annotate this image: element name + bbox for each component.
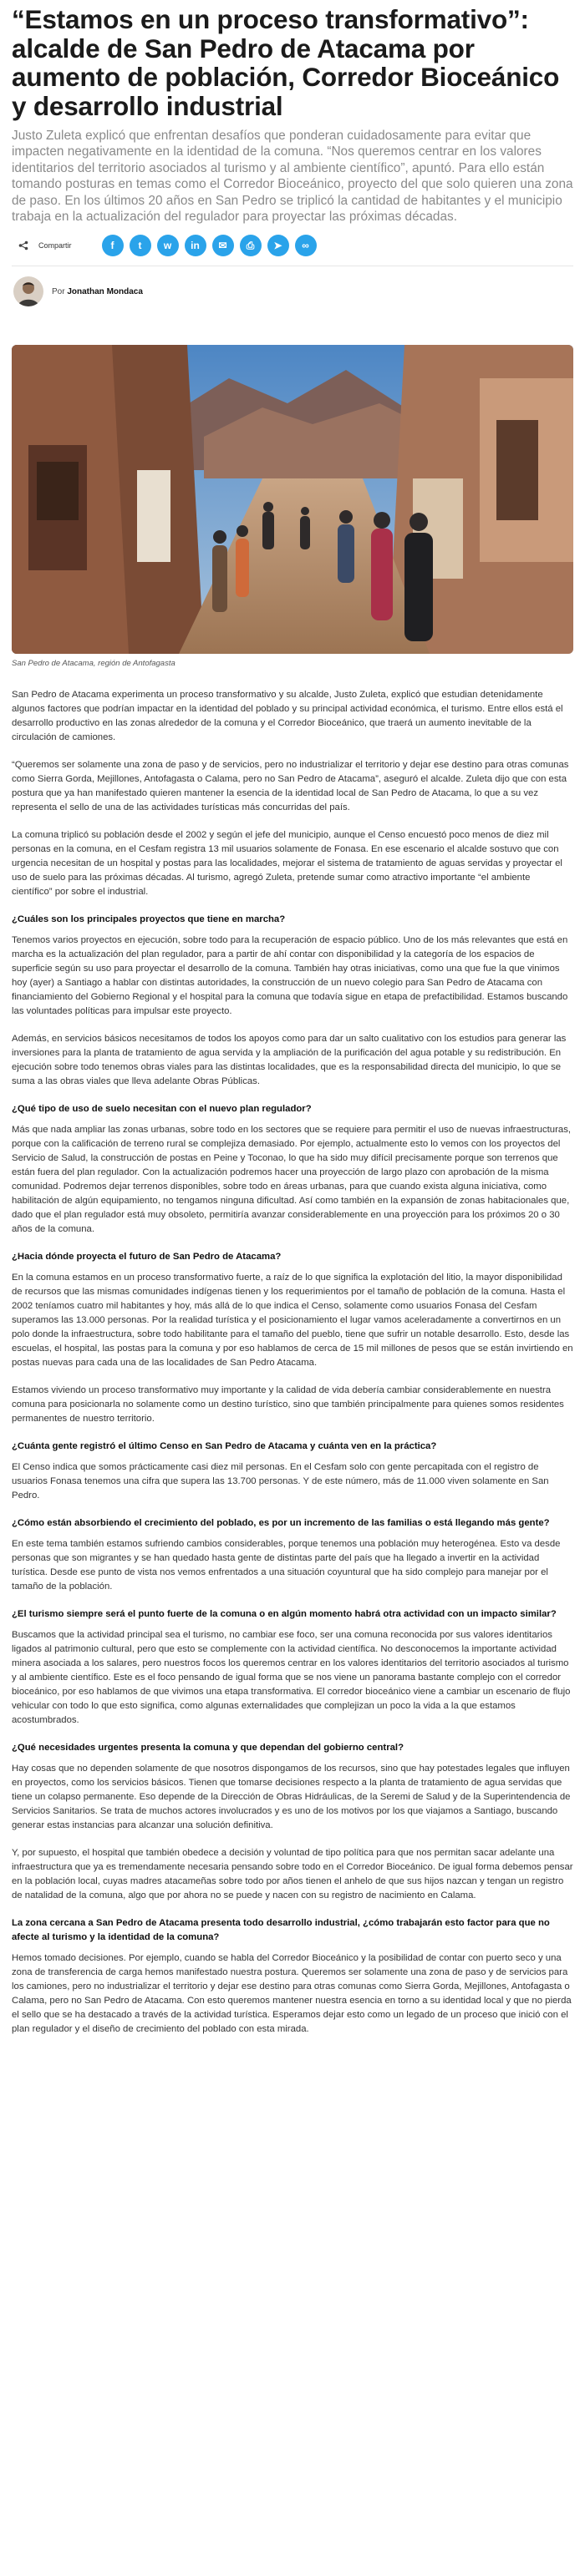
share-buttons [102, 235, 323, 256]
copy-link-icon: ∞ [302, 240, 309, 252]
author-name-link[interactable]: Jonathan Mondaca [67, 286, 143, 296]
paragraph: Hemos tomado decisiones. Por ejemplo, cuando se habla del Corredor Bioceánico y la posibilidad de contar con puerto seco y una zona de transferencia de carga hemos manifestado nuestra postura. Queremos ser solamente una zona de paso y de servicios para los camiones, pero no industrializar el territorio y dejar ese destino para otras comunas como Sierra Gorda, Mejillones, Antofagasta o Calama, pero no San Pedro de Atacama. Con esto queremos mantener nuestra esencia en torno a su identidad local y que no pierda el sello que se ha destacado a través de la actividad turística. Esperamos dejar esto como un legado de un proceso que inició con el plan regulador y el diseño de crecimiento del poblado con esta mirada. [12, 1953, 572, 2035]
twitter-icon: t [138, 240, 142, 252]
twitter-share-button[interactable] [130, 235, 151, 256]
interview-question: ¿Cómo están absorbiendo el crecimiento del poblado, es por un incremento de las familias o está llegando más gente? [12, 1518, 550, 1529]
article-headline: “Estamos en un proceso transformativo”: alcalde de San Pedro de Atacama por aumento de población, Corredor Bioceánico y desarrollo industrial [12, 4, 560, 121]
author-text [52, 287, 143, 296]
paragraph: En la comuna estamos en un proceso transformativo fuerte, a raíz de lo que significa la explotación del litio, la mayor disponibilidad de recursos que las mismas comunidades indígenas tienen y los requerimientos por el tamaño de población de la comuna. Hasta el 2002 teníamos cuatro mil habitantes y hoy, más allá de lo que indica el Censo, solamente como usuarios Fonasa del Cesfam superamos las 13.000 personas. Por la realidad turística y el posicionamiento el lugar vamos aceleradamente a convertirnos en un polo donde la infraestructura, sobre todo habilitante para el tamaño del pueblo, tiene que sufrir un notable desarrollo. Esto, desde las escuelas, el hospital, las postas para la comuna y por eso hablamos de cerca de 15 mil millones de pesos que se están invirtiendo en postas nuevas para cada una de las localidades de San Pedro Atacama. [12, 1273, 573, 1369]
interview-question: ¿El turismo siempre será el punto fuerte de la comuna o en algún momento habrá otra actividad con un impacto similar? [12, 1609, 557, 1620]
whatsapp-share-button[interactable] [157, 235, 179, 256]
paragraph: La comuna triplicó su población desde el 2002 y según el jefe del municipio, aunque el Censo encuestó poco menos de diez mil personas en la comuna, en el Cesfam registra 13 mil usuarios solamente de Fonasa. En ese escenario el alcalde sostuvo que con urgencia necesitan de un hospital y postas para las localidades, mejorar el sistema de tratamiento de aguas servidas y proyectar el uso de suelo para las próximas décadas. Al turismo, agregó Zuleta, pretende sumar como atractivo importante “el ambiente científico” por sobre el industrial. [12, 830, 562, 898]
avatar[interactable] [13, 276, 43, 306]
facebook-icon: f [110, 240, 114, 252]
author-prefix: Por [52, 286, 65, 296]
email-share-button[interactable] [212, 235, 234, 256]
share-label: Compartir [38, 241, 72, 251]
paragraph: Además, en servicios básicos necesitamos de todos los apoyos como para dar un salto cualitativo con los estudios para generar las inversiones para la planta de tratamiento de agua servida y la ampliación de la purificación del agua potable y su redistribución. En ejecución sobre todo tenemos obras viales para las distintas localidades, que es la responsabilidad directa del municipio, lo que se suma a las obras viales que lleva adelante Obras Públicas. [12, 1034, 567, 1087]
share-bar [12, 233, 573, 258]
paragraph: Buscamos que la actividad principal sea el turismo, no cambiar ese foco, ser una comuna reconocida por sus valores identitarios ligados al patrimonio cultural, pero que esto se complemente con la actividad científica. No desconocemos la importante actividad minera asociada a los salares, pero nuestros focos los queremos centrar en los valores identitarios del territorio asociados al turismo y al ambiente científico. Este es el foco pensando de igual forma que se nos viene un panorama bastante complejo con el corredor bioceánico, por eso hablamos de que vivimos una etapa transformativa. El corredor bioceánico viene a cambiar un escenario de flujo vehicular con todo lo que esto significa, como algunas externalidades que complejizan un poco la vida a la que estamos acostumbrados. [12, 1630, 571, 1726]
copy-link-share-button[interactable] [295, 235, 317, 256]
facebook-share-button[interactable] [102, 235, 124, 256]
interview-question: ¿Hacia dónde proyecta el futuro de San Pedro de Atacama? [12, 1252, 282, 1263]
paragraph: San Pedro de Atacama experimenta un proceso transformativo y su alcalde, Justo Zuleta, explicó que estudian detenidamente algunos factores que podrían impactar en la identidad del poblado y su principal actividad económica, el turismo. Entre ellos está el desarrollo productivo en las zonas alrededor de la comuna y el Corredor Bioceánico, que traerá un aumento inevitable de la circulación de camiones. [12, 690, 563, 743]
paragraph: Hay cosas que no dependen solamente de que nosotros dispongamos de los recursos, sino que hay potestades legales que influyen en proyectos, como los servicios básicos. Tienen que tomarse decisiones respecto a la planta de tratamiento de agua servidas que tiene un colapso permanente. Eso depende de la Dirección de Obras Hidráulicas, de la Seremi de Salud y de la Superintendencia de Servicios Sanitarios. Se trata de muchos actores involucrados y es uno de los motivos por los que viajamos a Santiago, buscando generar estas instancias para alcanzar una solución definitiva. [12, 1764, 571, 1831]
interview-question: ¿Qué tipo de uso de suelo necesitan con el nuevo plan regulador? [12, 1104, 312, 1115]
paragraph: Más que nada ampliar las zonas urbanas, sobre todo en los sectores que se requiere para permitir el uso de nuevas infraestructuras, porque con la calificación de terreno rural se complejiza demasiado. Por ejemplo, actualmente esto lo vemos con los proyectos del Servicio de Salud, la construcción de postas en Peine y Toconao, lo que ha sido muy difícil precisamente porque son terrenos que están fuera del plan regulador. Con la actualización podremos hacer una proyección de largo plazo con aprobación de la misma comunidad. Podremos dejar terrenos disponibles, sobre todo en áreas urbanas, para que cuando exista alguna iniciativa, como habilitación de algún equipamiento, no tengamos ninguna dificultad. Así como también en la expansión de zonas habitacionales que, dado que el plan regulador está muy obsoleto, permitiría avanzar considerablemente en una proyección para los próximos 20 o 30 años de la comuna. [12, 1125, 572, 1235]
paragraph: Y, por supuesto, el hospital que también obedece a decisión y voluntad de tipo política para que nos permitan sacar adelante una infraestructura que ya es tremendamente necesaria pensando sobre todo en el Corredor Bioceánico. De igual forma debemos pensar en la población local, cuyas madres atacameñas sobre todo por años tienen el anhelo de que sus hijos nazcan y tengan un registro de natalidad de la comuna, algo que por ahora no se puede y nacen con su registro de nacimiento en Calama. [12, 1848, 573, 1901]
photo-caption: San Pedro de Atacama, región de Antofagasta [12, 659, 176, 669]
article-photo [12, 345, 573, 654]
whatsapp-icon: w [163, 240, 172, 252]
linkedin-share-button[interactable] [185, 235, 206, 256]
email-icon: ✉ [218, 240, 227, 252]
print-share-button[interactable] [240, 235, 262, 256]
share-icon[interactable] [17, 239, 30, 252]
interview-question: ¿Cuánta gente registró el último Censo en San Pedro de Atacama y cuánta ven en la práctica? [12, 1441, 437, 1452]
article-lead: Justo Zuleta explicó que enfrentan desafíos que ponderan cuidadosamente para evitar que impacten negativamente en la identidad de la comuna. “Nos queremos centrar en los valores identitarios del territorio asociados al turismo y al ambiente científico”, apuntó. Para ello están tomando posturas en temas como el Corredor Bioceánico, proyecto del que solo quieren una zona de paso. En los últimos 20 años en San Pedro se triplicó la cantidad de habitantes y el municipio trabaja en la actualización del regulador para proyectar las próximas décadas. [12, 129, 573, 225]
telegram-icon: ➤ [273, 240, 282, 252]
linkedin-icon: in [191, 240, 200, 252]
paragraph: “Queremos ser solamente una zona de paso y de servicios, pero no industrializar el territorio y dejar ese destino para otras comunas como Sierra Gorda, Mejillones, Antofagasta o Calama, pero no San Pedro de Atacama”, aseguró el alcalde. Zuleta dijo que con esta postura que ya han manifestado quieren mantener la esencia de la identidad local de San Pedro de Atacama, lo que a su vez representa el sello de una de las actividades turísticas más concurridas del país. [12, 760, 569, 813]
article-body [12, 688, 573, 2037]
paragraph: En este tema también estamos sufriendo cambios considerables, porque tenemos una población muy heterogénea. Esto va desde personas que son migrantes y se han quedado hasta gente de distintas parte del país que ha llegado a invertir en la actividad turística. Desde ese punto de vista nos vemos enfrentados a una situación coyuntural que ha sido complejo para manejar por el tamaño de la población. [12, 1539, 561, 1592]
telegram-share-button[interactable] [267, 235, 289, 256]
interview-question: ¿Cuáles son los principales proyectos que tiene en marcha? [12, 914, 286, 925]
paragraph: Tenemos varios proyectos en ejecución, sobre todo para la recuperación de espacio público. Uno de los más relevantes que está en marcha es la actualización del plan regulador, para a partir de ahí contar con disponibilidad y la categoría de los espacios de superficie según su uso para proyectar el desarrollo de la comuna. También hay otras iniciativas, como una que fue la que vinimos hoy (ayer) a Santiago a hablar con distintas autoridades, la construcción de un nuevo colegio para San Pedro de Atacama con financiamiento del Gobierno Regional y el hospital para la comuna que todavía sigue en etapa de prefactibilidad. Estamos buscando las voluntades políticas para impulsar este proyecto. [12, 935, 568, 1017]
author-byline [12, 275, 573, 308]
paragraph: Estamos viviendo un proceso transformativo muy importante y la calidad de vida debería cambiar considerablemente en nuestra comuna para posicionarla no solamente como un destino turístico, sino que también principalmente para quienes somos residentes permanentes de nuestro territorio. [12, 1385, 564, 1425]
interview-question: ¿Qué necesidades urgentes presenta la comuna y que dependan del gobierno central? [12, 1743, 404, 1754]
interview-question: La zona cercana a San Pedro de Atacama presenta todo desarrollo industrial, ¿cómo trabajarán esto factor para que no afecte al turismo y la identidad de la comuna? [12, 1918, 550, 1943]
paragraph: El Censo indica que somos prácticamente casi diez mil personas. En el Cesfam solo con gente percapitada con el registro de usuarios Fonasa tenemos una cifra que supera las 13.700 personas. Y de este número, más de 11.000 viven solamente en San Pedro. [12, 1462, 549, 1501]
print-icon: ⎙ [246, 239, 255, 251]
